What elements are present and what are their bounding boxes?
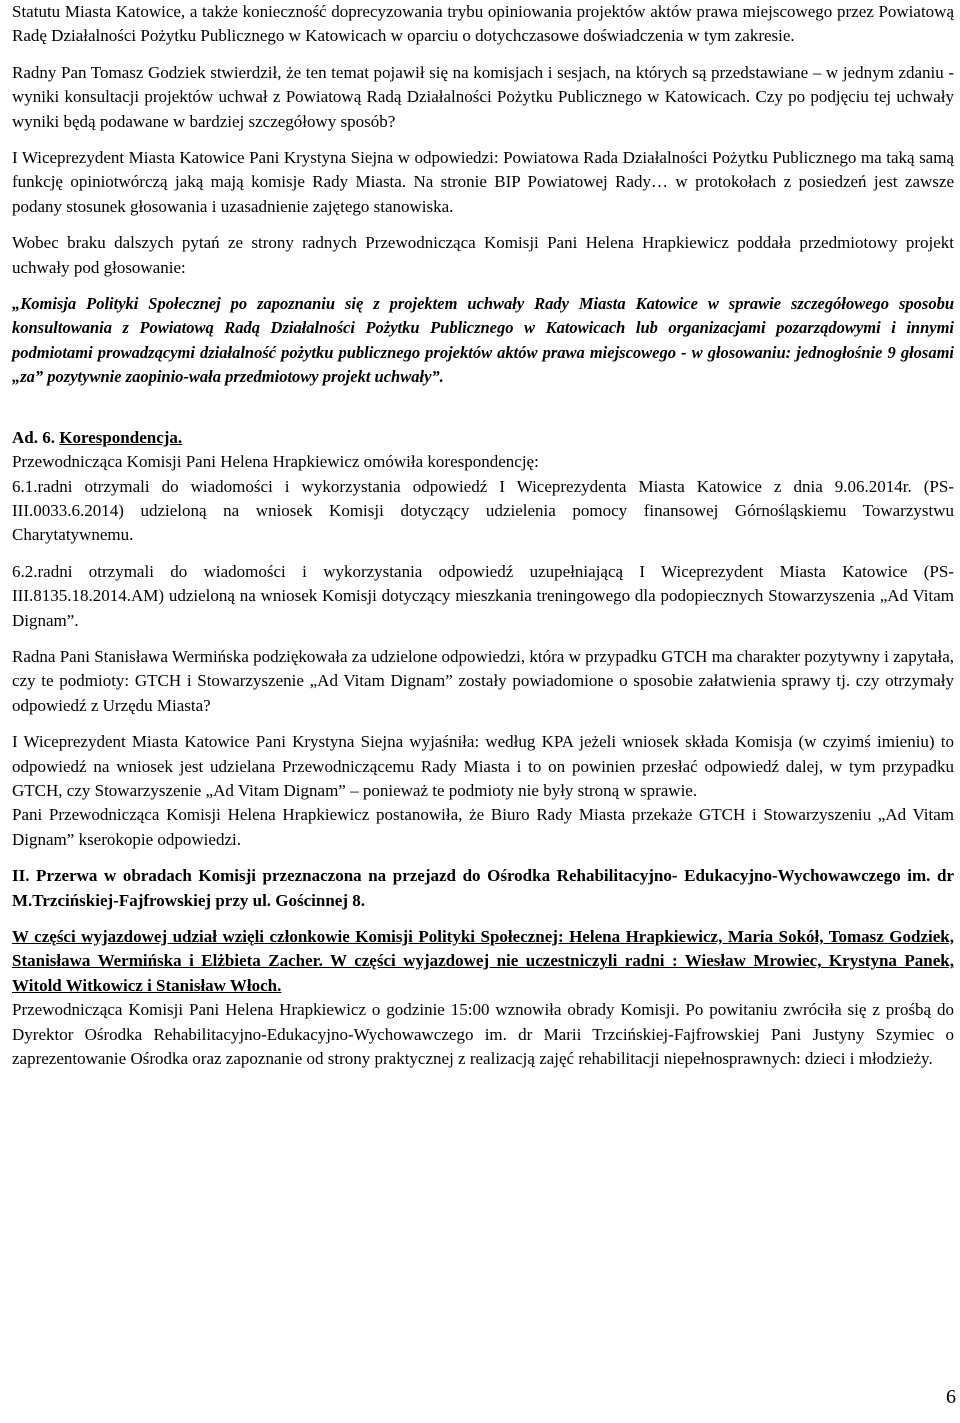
section-heading-ad6 bbox=[12, 426, 954, 450]
ad6-prefix: Ad. 6. bbox=[12, 427, 60, 447]
paragraph-item-6-2: 6.2.radni otrzymali do wiadomości i wykorzystania odpowiedź uzupełniającą I Wiceprezydent Miasta Katowice (PS-III.8135.18.2014.AM) udzieloną na wniosek Komisji dotyczący mieszkania treningowego dla podopiecznych Stowarzyszenia „Ad Vitam Dignam”. bbox=[12, 561, 954, 630]
paragraph-hrapkiewicz-decision: Pani Przewodnicząca Komisji Helena Hrapkiewicz postanowiła, że Biuro Rady Miasta przekaże GTCH i Stowarzyszeniu „Ad Vitam Dignam” kserokopie odpowiedzi. bbox=[12, 805, 954, 849]
ad6-title: Korespondencja. bbox=[59, 427, 183, 447]
paragraph-siejna-answer: I Wiceprezydent Miasta Katowice Pani Krystyna Siejna w odpowiedzi: Powiatowa Rada Działalności Pożytku Publicznego ma taką samą funkcję opiniotwórczą jaką mają komisje Rady Miasta. Na stronie BIP Powiatowej Rady… w protokołach z posiedzeń jest zawsze podany stosunek głosowania i uzasadnienie zajętego stanowiska. bbox=[12, 148, 954, 216]
section-heading-ii: II. Przerwa w obradach Komisji przeznaczona na przejazd do Ośrodka Rehabilitacyjno- Edukacyjno-Wychowawczego im. dr M.Trzcińskiej-Fajfrowskiej przy ul. Gościnnej 8. bbox=[12, 866, 954, 910]
paragraph-item-6-1: 6.1.radni otrzymali do wiadomości i wykorzystania odpowiedź I Wiceprezydenta Miasta Katowice z dnia 9.06.2014r. (PS-III.0033.6.2014) udzieloną na wniosek Komisji dotyczący udzielenia pomocy finansowej Górnośląskiemu Towarzystwu Charytatywnemu. bbox=[12, 476, 954, 545]
paragraph-resumption: Przewodnicząca Komisji Pani Helena Hrapkiewicz o godzinie 15:00 wznowiła obrady Komisji. Po powitaniu zwróciła się z prośbą do Dyrektor Ośrodka Rehabilitacyjno-Edukacyjno-Wychowawczego im. dr Marii Trzcińskiej-Fajfrowskiej Pani Justyny Szymiec o zaprezentowanie Ośrodka oraz zapoznanie od strony praktycznej z realizacją zajęć rehabilitacji niepełnosprawnych: dzieci i młodzieży. bbox=[12, 1000, 954, 1069]
paragraph-vote-call: Wobec braku dalszych pytań ze strony radnych Przewodnicząca Komisji Pani Helena Hrapkiewicz poddała przedmiotowy projekt uchwały pod głosowanie: bbox=[12, 233, 954, 277]
paragraph-siejna-kpa: I Wiceprezydent Miasta Katowice Pani Krystyna Siejna wyjaśniła: według KPA jeżeli wniosek składa Komisja (w czyimś imieniu) to odpowiedź na wniosek jest udzielana Przewodniczącemu Rady Miasta i to on powinien przesłać odpowiedź dalej, w tym przypadku GTCH, czy Stowarzyszenie „Ad Vitam Dignam” – ponieważ te podmioty nie były stroną w sprawie. bbox=[12, 732, 954, 800]
paragraph-correspondence-intro: Przewodnicząca Komisji Pani Helena Hrapkiewicz omówiła korespondencję: bbox=[12, 452, 539, 472]
document-page bbox=[12, 0, 954, 1071]
resolution-text: „Komisja Polityki Społecznej po zapoznaniu się z projektem uchwały Rady Miasta Katowice w sprawie szczegółowego sposobu konsultowania z Powiatową Radą Działalności Pożytku Publicznego w Katowicach lub organizacjami pozarządowymi i innymi podmiotami prowadzącymi działalność pożytku publicznego projektów aktów prawa miejscowego - w głosowaniu: jednogłośnie 9 głosami „za” pozytywnie zaopinio-wała przedmiotowy projekt uchwały”. bbox=[12, 294, 954, 387]
paragraph-attendance: W części wyjazdowej udział wzięli członkowie Komisji Polityki Społecznej: Helena Hrapkiewicz, Maria Sokół, Tomasz Godziek, Stanisława Wermińska i Elżbieta Zacher. W części wyjazdowej nie uczestniczyli radni : Wiesław Mrowiec, Krystyna Panek, Witold Witkowicz i Stanisław Włoch. bbox=[12, 927, 954, 995]
paragraph-werminska: Radna Pani Stanisława Wermińska podziękowała za udzielone odpowiedzi, która w przypadku GTCH ma charakter pozytywny i zapytała, czy te podmioty: GTCH i Stowarzyszenie „Ad Vitam Dignam” zostały powiadomione o sposobie załatwienia sprawy tj. czy otrzymały odpowiedź z Urzędu Miasta? bbox=[12, 646, 954, 715]
page-number: 6 bbox=[946, 1386, 956, 1408]
paragraph-statute-continuation: Statutu Miasta Katowice, a także konieczność doprecyzowania trybu opiniowania projektów aktów prawa miejscowego przez Powiatową Radę Działalności Pożytku Publicznego w Katowicach w oparciu o dotychczasowe doświadczenia w tym zakresie. bbox=[12, 2, 954, 46]
paragraph-godziek-question: Radny Pan Tomasz Godziek stwierdził, że ten temat pojawił się na komisjach i sesjach, na których są przedstawiane – w jednym zdaniu - wyniki konsultacji projektów uchwał z Powiatową Radą Działalności Pożytku Publicznego w Katowicach. Czy po podjęciu tej uchwały wyniki będą podawane w bardziej szczegółowy sposób? bbox=[12, 62, 954, 131]
